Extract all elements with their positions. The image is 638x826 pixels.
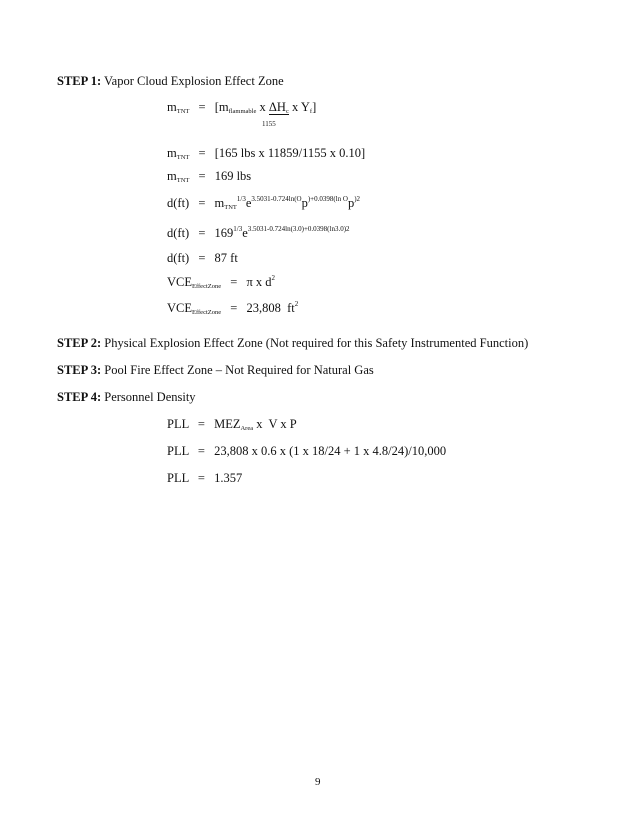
step-2-heading xyxy=(57,337,528,350)
equation-pll-values: PLL = 23,808 x 0.6 x (1 x 18/24 + 1 x 4.8/24)/10,000 xyxy=(167,444,447,458)
step-title: Vapor Cloud Explosion Effect Zone xyxy=(104,74,284,88)
step-label: STEP 1: xyxy=(57,74,102,88)
equation-mtnt-values: $m_{TNT} = [165$ lbs x 11859/1155 x 0.10] xyxy=(167,146,366,161)
equation-denominator: 1155 xyxy=(262,120,276,128)
step-title: Personnel Density xyxy=(104,390,196,404)
equation-mtnt-formula: $m_{TNT} = [m_{flammable}$ x $\Delta H_c$ x $Y_f$] xyxy=(167,100,317,115)
page-number: 9 xyxy=(315,776,321,788)
equation-vce-formula: $VCE_{EffectZone} = \pi$ x $d^2$ xyxy=(167,274,275,290)
step-label: STEP 3: xyxy=(57,363,102,377)
delta-hc: $\Delta H_c$ xyxy=(268,100,289,115)
step-title: Physical Explosion Effect Zone (Not required for this Safety Instrumented Function) xyxy=(104,336,529,350)
step-label: STEP 2: xyxy=(57,336,102,350)
step-4-heading xyxy=(57,391,196,404)
equation-pll-result: PLL = 1.357 xyxy=(167,471,243,485)
step-1-heading xyxy=(57,75,284,88)
step-label: STEP 4: xyxy=(57,390,102,404)
equation-pll-formula: PLL = $MEZ_{Area}$ x V x P xyxy=(167,417,297,432)
equation-distance-result: d(ft) = 87 ft xyxy=(167,251,238,265)
step-3-heading xyxy=(57,364,374,377)
step-title: Pool Fire Effect Zone – Not Required for Natural Gas xyxy=(104,363,374,377)
equation-vce-result: $VCE_{EffectZone} = 23,808$ $ft^2$ xyxy=(167,300,299,316)
equation-distance-formula: $d(ft) = m_{TNT}^{1/3}e^{3.5031-0.724ln(O}p^{)+0.0398(ln O}p^{)2}$ xyxy=(167,195,361,211)
equation-distance-values: $d(ft) = 169^{1/3}e^{3.5031-0.724ln(3.0)+0.0398(ln3.0)2}$ xyxy=(167,225,350,240)
equation-mtnt-result: $m_{TNT} = 169$ lbs xyxy=(167,169,252,184)
